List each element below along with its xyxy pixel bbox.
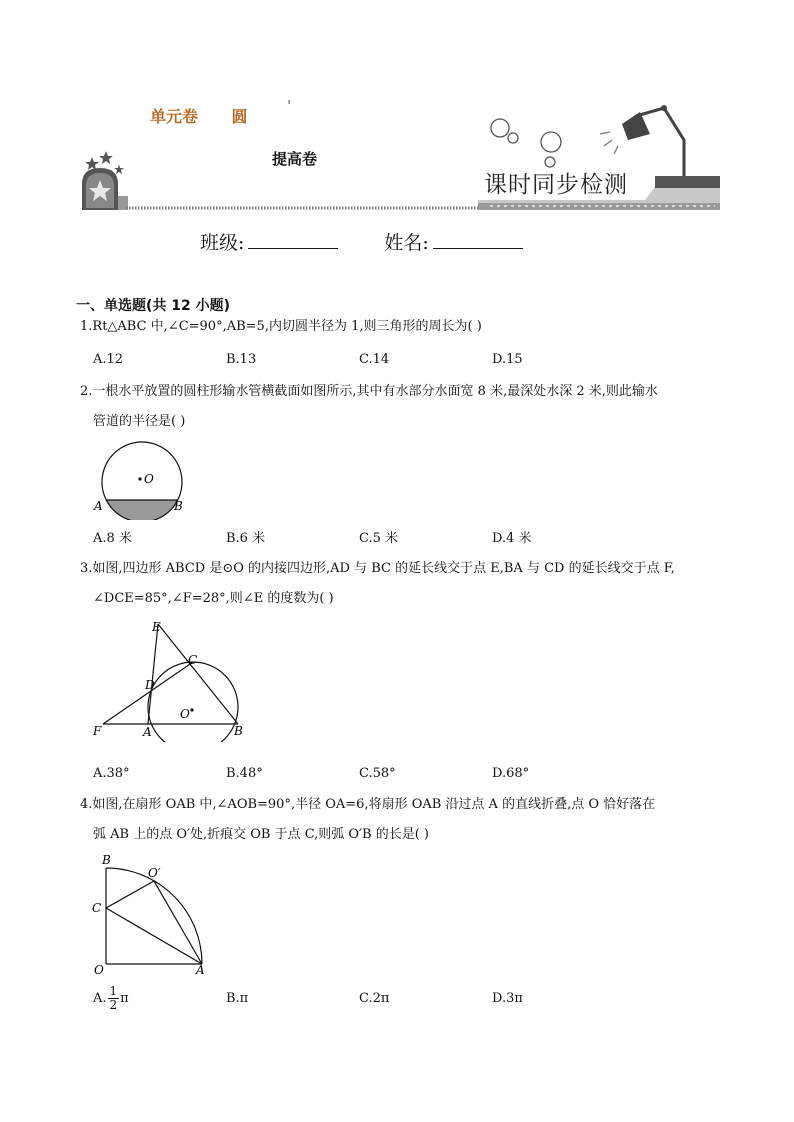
label-b: B xyxy=(234,724,243,738)
question-3-options xyxy=(93,766,625,781)
label-b: B xyxy=(174,499,183,513)
question-2-line-1: 2.一根水平放置的圆柱形输水管横截面如图所示,其中有水部分水面宽 8 米,最深处水深 2 米,则此输水 xyxy=(80,384,658,399)
option[interactable]: C.58° xyxy=(359,766,396,781)
option[interactable]: D.3π xyxy=(492,991,523,1006)
option[interactable]: D.15 xyxy=(492,352,523,367)
section-title: 一、单选题(共 12 小题) xyxy=(76,298,231,314)
option[interactable]: B.6 米 xyxy=(226,531,266,546)
question-4-line-1: 4.如图,在扇形 OAB 中,∠AOB=90°,半径 OA=6,将扇形 OAB 沿过点 A 的直线折叠,点 O 恰好落在 xyxy=(80,797,656,812)
star-badge-icon xyxy=(82,151,128,210)
option[interactable]: D.68° xyxy=(492,766,530,781)
question-1-text: 1.Rt△ABC 中,∠C=90°,AB=5,内切圆半径为 1,则三角形的周长为( ) xyxy=(80,319,482,334)
header-banner-art xyxy=(0,0,794,220)
name-label: 姓名: xyxy=(384,232,429,254)
label-c: C xyxy=(188,653,198,667)
option[interactable]: D.4 米 xyxy=(492,531,532,546)
label-d: D xyxy=(145,678,155,692)
label-o: O xyxy=(180,707,190,721)
question-3-line-1: 3.如图,四边形 ABCD 是⊙O 的内接四边形,AD 与 BC 的延长线交于点 E,BA 与 CD 的延长线交于点 F, xyxy=(80,561,675,576)
class-blank[interactable] xyxy=(248,230,338,249)
label-a: A xyxy=(143,725,152,739)
label-f: F xyxy=(93,724,102,738)
option[interactable]: C.5 米 xyxy=(359,531,399,546)
student-info-row xyxy=(200,228,523,255)
option[interactable]: C.14 xyxy=(359,352,390,367)
class-label: 班级: xyxy=(200,232,245,254)
question-2-line-2: 管道的半径是( ) xyxy=(93,414,186,429)
brand-title: 课时同步检测 xyxy=(484,172,628,198)
pipe-cross-section-figure xyxy=(90,436,200,520)
option[interactable]: B.13 xyxy=(226,352,257,367)
label-o-prime: O′ xyxy=(148,866,161,880)
paper-subtitle: 提高卷 xyxy=(272,150,318,168)
bubbles-icon xyxy=(491,119,561,167)
label-o: O xyxy=(144,472,154,486)
unit-title: 单元卷 圆 xyxy=(150,107,248,126)
question-3-line-2: ∠DCE=85°,∠F=28°,则∠E 的度数为( ) xyxy=(93,591,334,606)
name-blank[interactable] xyxy=(433,230,523,249)
option[interactable]: B.π xyxy=(226,991,249,1006)
label-o: O xyxy=(94,963,104,977)
option[interactable]: A. $\frac{1}{2}$ π xyxy=(93,984,129,1012)
option[interactable]: C.2π xyxy=(359,991,390,1006)
label-e: E xyxy=(152,620,161,634)
question-2-options xyxy=(93,527,625,546)
option[interactable]: A.8 米 xyxy=(93,531,132,546)
label-a: A xyxy=(94,499,103,513)
question-4-line-2: 弧 AB 上的点 O′处,折痕交 OB 于点 C,则弧 O′B 的长是( ) xyxy=(93,827,430,842)
question-4-options xyxy=(93,985,625,1012)
sector-fold-figure xyxy=(88,850,218,978)
fraction: $\frac{1}{2}$ xyxy=(109,984,118,1012)
label-c: C xyxy=(92,901,102,915)
question-1-options xyxy=(93,352,625,367)
option[interactable]: A.12 xyxy=(93,352,124,367)
inscribed-quadrilateral-figure xyxy=(88,614,248,742)
label-b: B xyxy=(102,853,111,867)
option[interactable]: B.48° xyxy=(226,766,263,781)
option[interactable]: A.38° xyxy=(93,766,130,781)
label-a: A xyxy=(196,963,205,977)
